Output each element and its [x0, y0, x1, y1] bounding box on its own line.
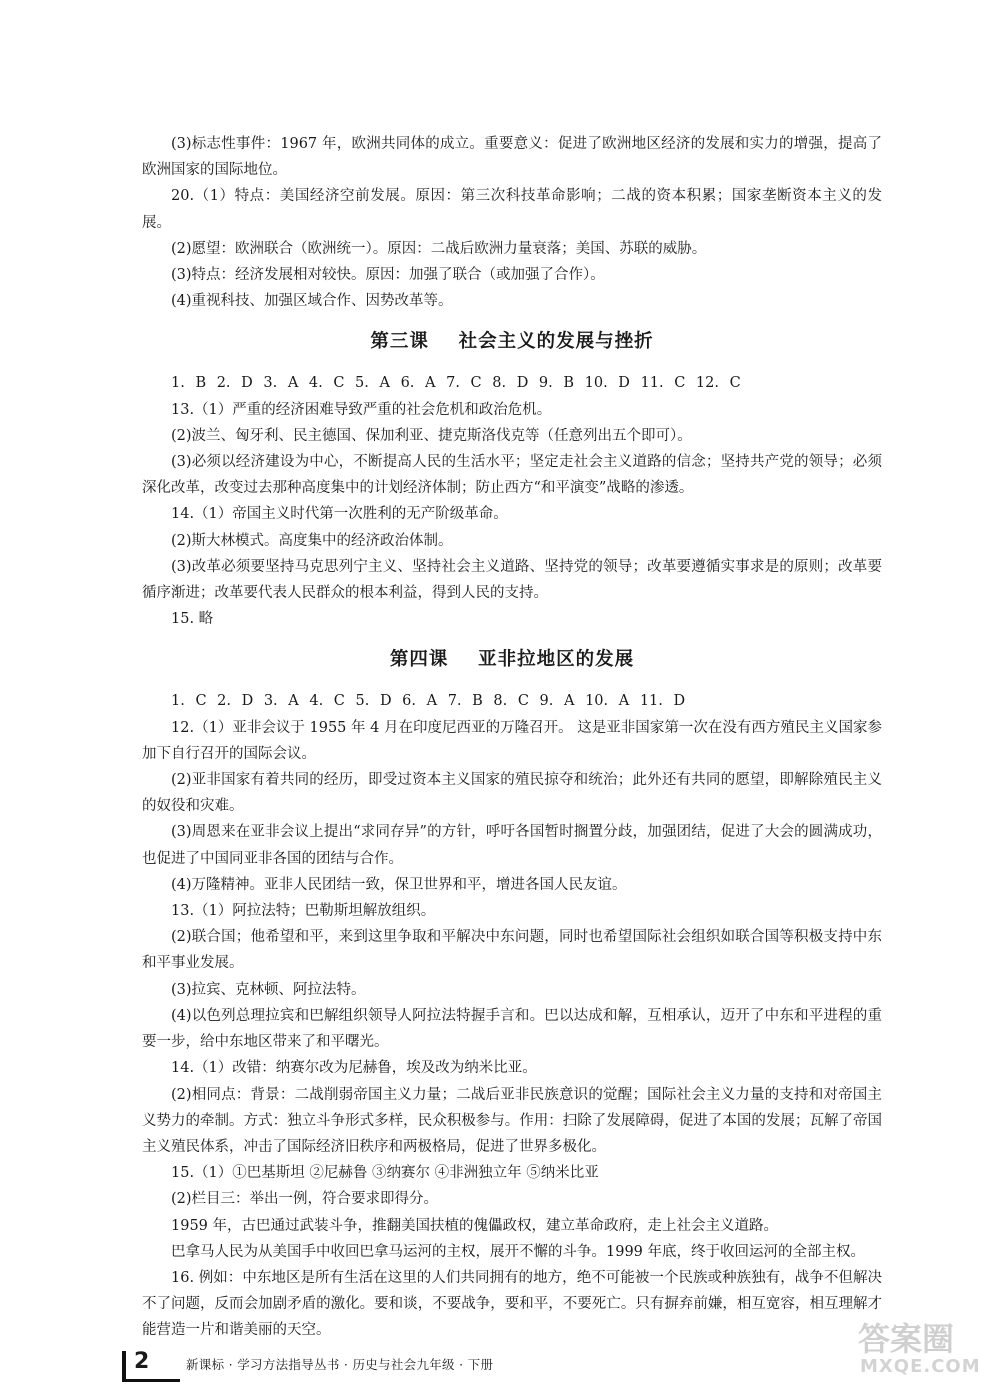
paragraph: (2)相同点：背景：二战削弱帝国主义力量；二战后亚非民族意识的觉醒；国际社会主义力量的支持和对帝国主义势力的牵制。方式：独立斗争形式多样，民众积极参与。作用：扫除了发展障碍，促进了本国的发展；瓦解了帝国主义殖民体系，冲击了国际经济旧秩序和两极格局，促进了世界多极化。: [142, 1086, 882, 1155]
page-footer: [122, 1335, 682, 1395]
lesson-three: [142, 314, 882, 632]
paragraph: (2)栏目三：举出一例，符合要求即得分。: [171, 1191, 439, 1208]
section-continuation: [142, 131, 882, 314]
paragraph: (3)标志性事件：1967 年，欧洲共同体的成立。重要意义：促进了欧洲地区经济的发展和实力的增强，提高了欧洲国家的国际地位。: [142, 136, 882, 179]
paragraph: (3)改革必须要坚持马克思列宁主义、坚持社会主义道路、坚持党的领导；改革要遵循实事求是的原则；改革要循序渐进；改革要代表人民群众的根本利益，得到人民的支持。: [142, 558, 882, 602]
paragraph: 1959 年，古巴通过武装斗争，推翻美国扶植的傀儡政权，建立革命政府，走上社会主义道路。: [171, 1217, 779, 1234]
paragraph: (3)周恩来在亚非会议上提出“求同存异”的方针，呼吁各国暂时搁置分歧，加强团结，促进了大会的圆满成功，也促进了中国同亚非各国的团结与合作。: [142, 824, 882, 867]
book-title: 新课标 · 学习方法指导丛书 · 历史与社会九年级 · 下册: [186, 1357, 494, 1372]
page-number: 2: [134, 1349, 150, 1374]
footer-bar-mark: [122, 1351, 126, 1381]
footer-underline: [122, 1379, 180, 1382]
paragraph: 14.（1）帝国主义时代第一次胜利的无产阶级革命。: [171, 506, 508, 523]
page-content: [142, 131, 882, 1344]
paragraph: (2)联合国；他希望和平，来到这里争取和平解决中东问题，同时也希望国际社会组织如联合国等积极支持中东和平事业发展。: [142, 929, 882, 972]
paragraph: (3)拉宾、克林顿、阿拉法特。: [171, 981, 366, 998]
paragraph: (2)亚非国家有着共同的经历，即受过资本主义国家的殖民掠夺和统治；此外还有共同的愿望，即解除殖民主义的奴役和灾难。: [142, 772, 882, 815]
paragraph: (4)重视科技、加强区域合作、因势改革等。: [171, 293, 453, 310]
watermark-url: MXQE.COM: [860, 1356, 981, 1377]
paragraph: 15.（1）①巴基斯坦 ②尼赫鲁 ③纳赛尔 ④非洲独立年 ⑤纳米比亚: [171, 1165, 599, 1182]
paragraph: 12.（1）亚非会议于 1955 年 4 月在印度尼西亚的万隆召开。 这是亚非国家第一次在没有西方殖民主义国家参加下自行召开的国际会议。: [142, 719, 882, 762]
lesson-three-title: 第三课 社会主义的发展与挫折: [370, 331, 654, 353]
lesson-four: [142, 632, 882, 1343]
paragraph: 13.（1）阿拉法特；巴勒斯坦解放组织。: [171, 903, 436, 920]
paragraph: (2)波兰、匈牙利、民主德国、保加利亚、捷克斯洛伐克等（任意列出五个即可）。: [171, 427, 692, 444]
paragraph: (4)万隆精神。亚非人民团结一致，保卫世界和平，增进各国人民友谊。: [171, 876, 627, 893]
paragraph: 16. 例如：中东地区是所有生活在这里的人们共同拥有的地方，绝不可能被一个民族或种族独有，战争不但解决不了问题，反而会加剧矛盾的激化。要和谈，不要战争，要和平，不要死亡。只有摒弃前嫌，相互宽容，相互理解才能营造一片和谐美丽的天空。: [142, 1269, 882, 1339]
lesson-four-title: 第四课 亚非拉地区的发展: [389, 649, 635, 671]
watermark-logo: [852, 1314, 982, 1384]
paragraph: (2)斯大林模式。高度集中的经济政治体制。: [171, 532, 453, 549]
paragraph: (4)以色列总理拉宾和巴解组织领导人阿拉法特握手言和。巴以达成和解，互相承认，迈开了中东和平进程的重要一步，给中东地区带来了和平曙光。: [142, 1007, 882, 1051]
answer-key: 1. B 2. D 3. A 4. C 5. A 6. A 7. C 8. D 9. B 10. D 11. C 12. C: [171, 375, 741, 392]
paragraph: 15. 略: [171, 611, 214, 628]
paragraph: 巴拿马人民为从美国手中收回巴拿马运河的主权，展开不懈的斗争。1999 年底，终于收回运河的全部主权。: [171, 1243, 866, 1260]
paragraph: (3)特点：经济发展相对较快。原因：加强了联合（或加强了合作）。: [171, 267, 605, 284]
paragraph: (2)愿望：欧洲联合（欧洲统一）。原因：二战后欧洲力量衰落；美国、苏联的威胁。: [171, 240, 707, 257]
paragraph: 20.（1）特点：美国经济空前发展。原因：第三次科技革命影响；二战的资本积累；国家垄断资本主义的发展。: [142, 188, 882, 231]
watermark-text: 答案圈: [858, 1320, 955, 1358]
paragraph: 13.（1）严重的经济困难导致严重的社会危机和政治危机。: [171, 401, 552, 418]
paragraph: (3)必须以经济建设为中心，不断提高人民的生活水平；坚定走社会主义道路的信念；坚持共产党的领导；必须深化改革，改变过去那种高度集中的计划经济体制；防止西方“和平演变”战略的渗透。: [142, 454, 882, 497]
answer-key: 1. C 2. D 3. A 4. C 5. D 6. A 7. B 8. C 9. A 10. A 11. D: [171, 693, 686, 710]
paragraph: 14.（1）改错：纳赛尔改为尼赫鲁，埃及改为纳米比亚。: [171, 1060, 537, 1077]
